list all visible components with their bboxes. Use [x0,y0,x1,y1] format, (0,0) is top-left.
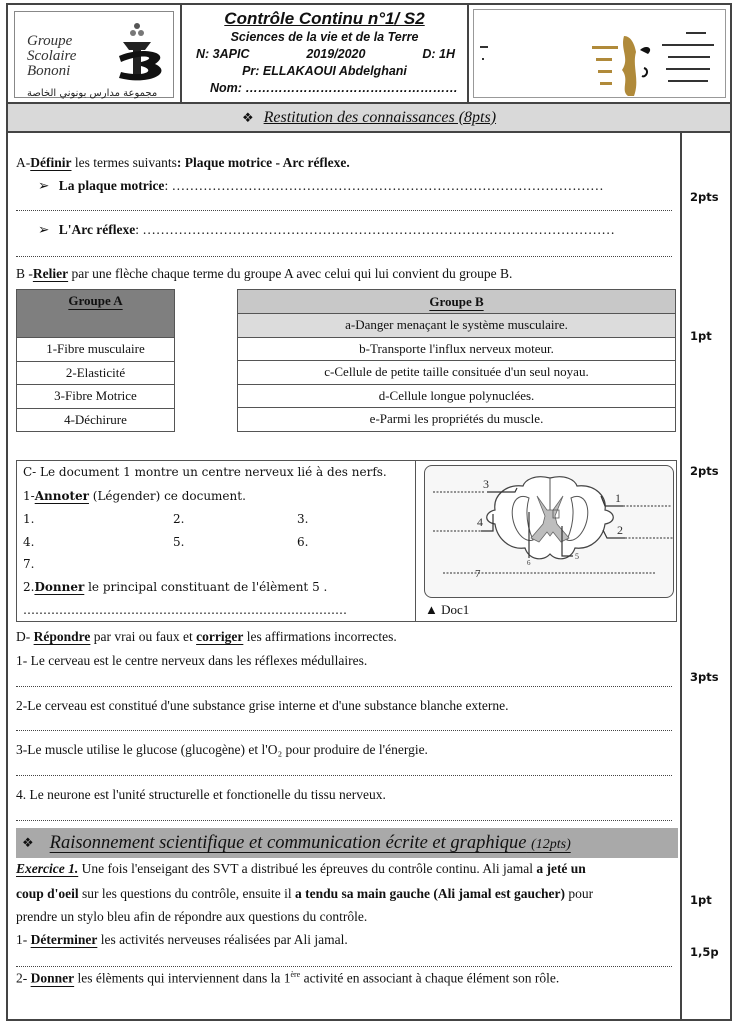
instruction-text: les affirmations incorrectes. [243,629,397,644]
school-name-line: Groupe [27,33,73,49]
figure-label: 7 [475,568,481,580]
header-label: Groupe A [68,293,123,308]
instruction-text: les activités nerveuses réalisées par Ali jamal. [97,932,348,947]
answer-line[interactable] [16,686,672,687]
group-b-item[interactable]: b-Transporte l'influx nerveux moteur. [238,337,676,361]
true-false-statement: 4. Le neurone est l'unité structurelle et fonctionelle du tissu nerveux. [16,787,386,802]
group-a-table [16,289,175,432]
figure-label: 3 [483,477,489,491]
school-logo-cell [8,5,182,102]
torch-logo-icon [111,20,175,86]
answer-line[interactable] [16,210,672,211]
instruction-text: les élèments qui interviennent dans la 1 [74,970,291,986]
points-label: 1pt [690,329,712,343]
class-level: N: 3APIC [196,47,250,61]
points-label: 1pt [690,893,712,907]
group-b-item[interactable]: d-Cellule longue polynuclées. [238,384,676,408]
school-name-arabic: مجموعة مدارس بونوني الخاصة [27,88,158,99]
instruction-verb: corriger [196,629,244,644]
teacher-name: Pr: ELLAKAOUI Abdelghani [242,64,407,78]
section-header-raisonnement [16,828,678,858]
exercise-text-bold: a tendu sa main gauche (Ali jamal est gaucher) [294,886,565,901]
annotation-field[interactable]: 3. [297,512,309,526]
exercise-1-text-line [16,861,586,877]
part-prefix: A- [16,155,31,170]
points-column [680,133,732,1021]
exam-info [182,5,469,102]
question-number: 1- [23,489,35,503]
group-a-item[interactable]: 3-Fibre Motrice [17,385,175,409]
instruction-verb: Relier [32,266,69,281]
group-b-item[interactable]: c-Cellule de petite taille consituée d'un seul noyau. [238,361,676,385]
section-title: Restitution des connaissances (8pts) [263,108,497,126]
question-number: 2. [23,580,35,594]
instruction-text: activité en associant à chaque élément son rôle. [300,970,560,986]
instruction-text: par vrai ou faux et [90,629,197,644]
part-a-instruction: A-Définir les termes suivants: Plaque motrice - Arc réflexe. [16,155,350,170]
part-c-box [16,460,677,622]
group-a-header [17,290,175,338]
annotation-field[interactable]: 7. [23,557,35,571]
group-a-item[interactable]: 1-Fibre musculaire [17,338,175,362]
true-false-statement: 3-Le muscle utilise le glucose (glucogène) et l'O₂ pour produire de l'énergie. [16,742,428,757]
document-caption: ▲ Doc1 [425,602,470,617]
exercise-text: Une fois l'enseigant des SVT a distribué les épreuves du contrôle continu. Ali jamal [78,861,537,876]
part-c-intro: C- Le document 1 montre un centre nerveux lié à des nerfs. [23,465,387,479]
column-divider [415,461,416,621]
school-year: 2019/2020 [306,47,366,61]
instruction-verb: Annoter [34,489,89,503]
part-c-question-1 [23,489,246,503]
instruction-verb: Définir [30,155,72,170]
part-prefix: D- [16,629,34,644]
arrow-bullet-icon: ➢ [38,178,50,193]
duration: D: 1H [422,47,455,61]
answer-line[interactable] [16,775,672,776]
student-name-field[interactable]: Nom: …………………………………………… [210,81,458,95]
group-a-item[interactable]: 4-Déchirure [17,408,175,432]
group-b-header [238,290,676,314]
points-label: 1,5p [690,945,719,959]
annotation-field[interactable]: 2. [173,512,185,526]
term-label: L'Arc réflexe [58,222,136,237]
subject: Sciences de la vie et de la Terre [230,30,419,44]
question-plaque-motrice: ➢ La plaque motrice: …………………………………………………………………………………… [38,178,604,193]
question-number: 1- [16,932,31,947]
instruction-text: le principal constituant de l'élèment 5 . [84,580,328,594]
part-prefix: B - [16,266,33,281]
school-name-line: Scolaire [27,48,77,64]
exam-meta-row [182,46,467,63]
instruction-verb: Déterminer [30,932,98,947]
section-points: (12pts) [531,836,571,852]
instruction-verb: Donner [34,580,85,594]
school-name [27,34,76,79]
exercise-label: Exercice 1. [16,861,79,876]
answer-line[interactable]: …………………………………………………………………………………………… [142,222,615,237]
part-d-instruction [16,629,397,645]
school-name-line: Bononi [27,63,71,79]
spinal-cord-diagram [424,465,674,598]
group-b-item[interactable]: a-Danger menaçant le système musculaire. [238,314,676,338]
section-title-text: Raisonnement scientifique et communication écrite et graphique [49,832,527,853]
figure-label: 2 [617,523,623,537]
figure-label: 5 [575,552,579,561]
true-false-statement: 2-Le cerveau est constitué d'une substance grise interne et d'une substance blanche externe. [16,698,509,713]
points-label: 3pts [690,670,719,684]
part-c-question-2 [23,580,327,594]
diamond-bullet-icon: ❖ [241,109,254,125]
ministry-logo [473,9,726,98]
answer-line[interactable] [16,730,672,731]
group-b-table [237,289,676,432]
term-label: La plaque motrice [58,178,165,193]
exercise-text: pour [564,886,594,901]
answer-line[interactable]: ……………………………………………………………………… [23,603,347,617]
header-label: Groupe B [429,293,484,309]
exercise-1-question-2 [16,970,559,987]
figure-label: 6 [527,559,531,567]
points-label: 2pts [690,190,719,204]
question-arc-reflexe: ➢ L'Arc réflexe: …………………………………………………………………………………………… [38,222,615,237]
answer-line[interactable] [16,966,672,967]
group-b-item[interactable]: e-Parmi les propriétés du muscle. [238,408,676,432]
instruction-text: (Légender) ce document. [88,489,246,503]
exercise-1-question-1 [16,932,348,948]
instruction-verb: Donner [30,970,75,986]
section-header-restitution [6,104,732,133]
part-b-instruction [16,266,512,282]
exam-header [6,3,732,104]
terms-to-define: Plaque motrice - Arc réflexe. [184,155,350,170]
annotation-field[interactable]: 4. [23,535,35,549]
figure-label: 1 [615,491,621,505]
annotation-field[interactable]: 5. [173,535,185,549]
arrow-bullet-icon: ➢ [38,222,50,237]
answer-line[interactable] [16,820,672,821]
exam-title: Contrôle Continu n°1/ S2 [224,9,425,28]
points-label: 2pts [690,464,719,478]
section-title [50,833,571,854]
answer-line[interactable]: …………………………………………………………………………………… [171,178,604,193]
answer-line[interactable] [16,256,672,257]
annotation-field[interactable]: 6. [297,535,309,549]
school-logo [14,11,174,98]
ministry-emblem-icon [474,10,732,102]
ministry-logo-cell [469,5,730,102]
superscript: ère [290,970,301,979]
question-number: 2- [16,970,31,986]
diamond-bullet-icon: ❖ [22,835,34,850]
annotation-field[interactable]: 1. [23,512,35,526]
exercise-1-text-line: prendre un stylo bleu afin de répondre aux questions du contrôle. [16,909,368,924]
instruction-text: les termes suivants [71,155,177,170]
figure-label: 4 [477,515,483,529]
spinal-cord-cross-section-icon [425,466,675,599]
exercise-1-text-line [16,886,593,902]
instruction-verb: Répondre [33,629,91,644]
instruction-text: par une flèche chaque terme du groupe A avec celui qui lui convient du groupe B. [68,266,513,281]
exercise-text-bold: a jeté un [536,861,586,876]
exercise-text: sur les questions du contrôle, ensuite il [78,886,295,901]
true-false-statement: 1- Le cerveau est le centre nerveux dans les réflexes médullaires. [16,653,368,668]
exercise-text-bold: coup d'oeil [16,886,79,901]
group-a-item[interactable]: 2-Elasticité [17,361,175,385]
